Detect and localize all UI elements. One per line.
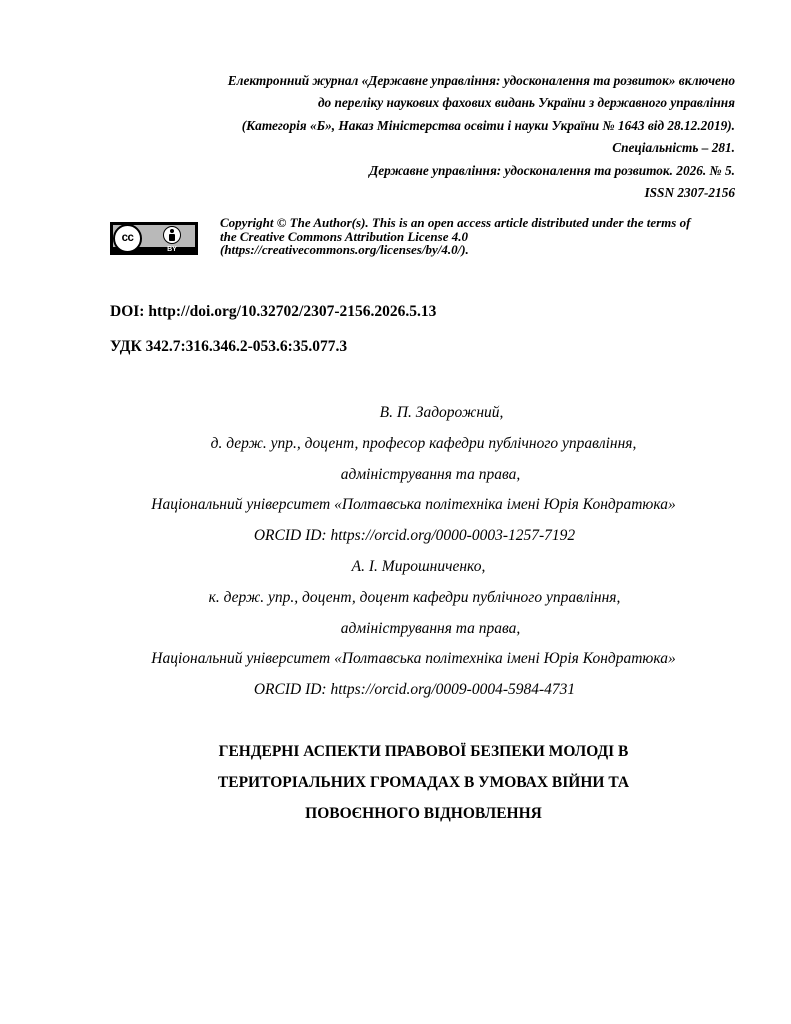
author-name: В. П. Задорожний, <box>379 404 504 421</box>
udk-code: УДК 342.7:316.346.2-053.6:35.077.3 <box>110 338 348 355</box>
license-text <box>220 216 690 257</box>
author-position: д. держ. упр., доцент, професор кафедри публічного управління, <box>210 434 637 452</box>
license-block <box>110 216 740 262</box>
author-position: к. держ. упр., доцент, доцент кафедри публічного управління, <box>208 588 621 606</box>
journal-header-line: до переліку наукових фахових видань України з державного управління <box>317 95 735 111</box>
author-name: А. І. Мирошниченко, <box>351 557 486 575</box>
journal-header-line: Електронний журнал «Державне управління: удосконалення та розвиток» включено <box>227 73 735 88</box>
author-affiliation: Національний університет «Полтавська політехніка імені Юрія Кондратюка» <box>151 650 676 668</box>
author-orcid[interactable]: ORCID ID: https://orcid.org/0000-0003-1257-7192 <box>253 527 576 545</box>
journal-header-line: Державне управління: удосконалення та розвиток. 2026. № 5. <box>369 162 735 178</box>
badge-by-label: BY <box>167 246 177 253</box>
license-text-line: the Creative Commons Attribution License 4.0 <box>220 228 468 244</box>
article-title-line: ПОВОЄННОГО ВІДНОВЛЕННЯ <box>305 805 542 822</box>
author-position: адміністрування та права, <box>340 619 521 637</box>
author-affiliation: Національний університет «Полтавська політехніка імені Юрія Кондратюка» <box>151 496 676 514</box>
article-title-line: ГЕНДЕРНІ АСПЕКТИ ПРАВОВОЇ БЕЗПЕКИ МОЛОДІ В <box>218 743 629 760</box>
journal-header-line: (Категорія «Б», Наказ Міністерства освіти і науки України № 1643 від 28.12.2019). <box>241 117 735 133</box>
license-link[interactable]: (https://creativecommons.org/licenses/by/4.0/). <box>220 242 469 257</box>
creative-commons-icon: cc <box>113 224 142 253</box>
attribution-person-icon <box>163 226 181 244</box>
author-position: адміністрування та права, <box>340 465 521 483</box>
doi-link[interactable]: DOI: http://doi.org/10.32702/2307-2156.2026.5.13 <box>110 303 437 320</box>
journal-header-line: ISSN 2307-2156 <box>644 185 735 201</box>
cc-by-license-badge[interactable] <box>110 222 198 255</box>
license-text-line: Copyright © The Author(s). This is an open access article distributed under the terms of <box>220 215 691 230</box>
journal-header-line: Спеціальність – 281. <box>612 140 735 156</box>
authors-block <box>0 398 791 706</box>
article-title-line: ТЕРИТОРІАЛЬНИХ ГРОМАДАХ В УМОВАХ ВІЙНИ ТА <box>217 774 630 791</box>
journal-header <box>228 70 735 204</box>
author-orcid[interactable]: ORCID ID: https://orcid.org/0009-0004-5984-4731 <box>253 681 576 699</box>
article-title <box>0 736 791 829</box>
